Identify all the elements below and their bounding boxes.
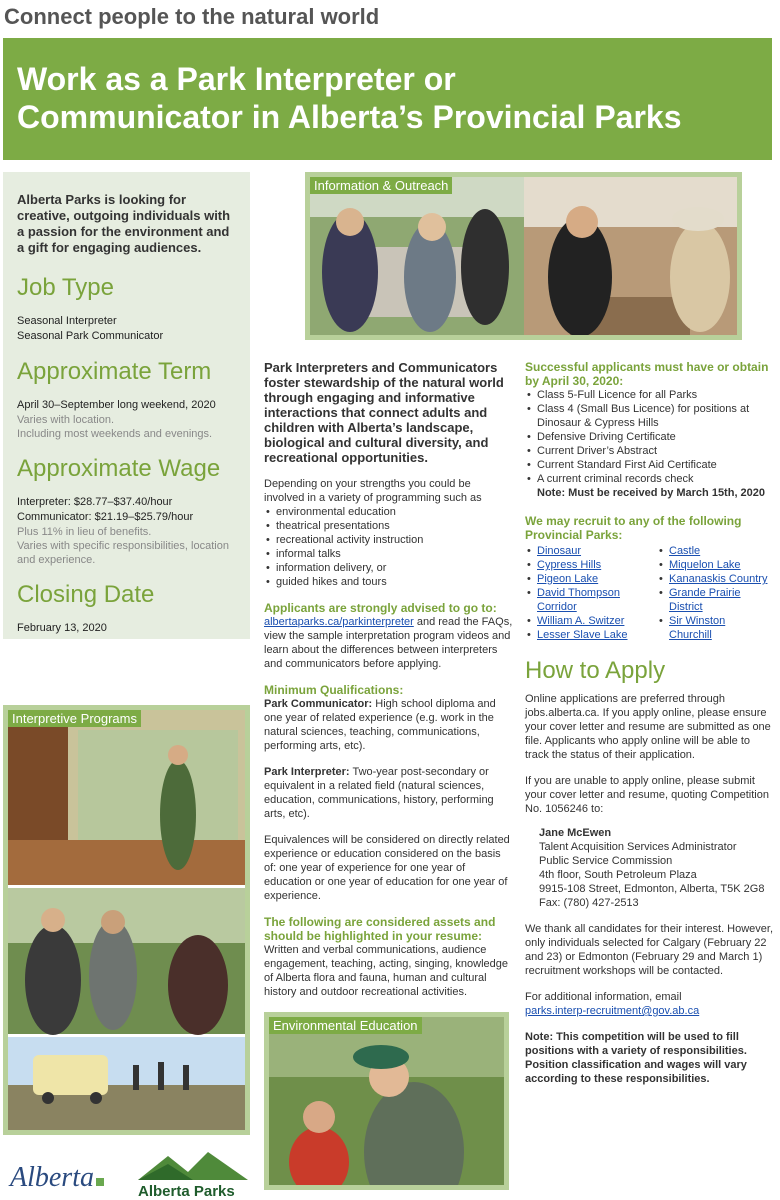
job-type-line: Seasonal Interpreter xyxy=(17,315,117,327)
mountain-icon xyxy=(138,1150,248,1180)
how-to-apply-heading: How to Apply xyxy=(525,657,666,684)
park-link[interactable]: Grande Prairie District xyxy=(669,587,741,613)
park-link[interactable]: Lesser Slave Lake xyxy=(537,629,628,641)
alberta-logo xyxy=(10,1162,104,1194)
list-item: • Current Standard First Aid Certificate xyxy=(537,458,775,472)
list-item: • environmental education xyxy=(276,505,514,519)
description-column xyxy=(264,360,514,1011)
programming-list xyxy=(264,505,514,589)
contact-line: Public Service Commission xyxy=(539,855,673,867)
apply-offline-text: If you are unable to apply online, please submit your cover letter and resume, quoting Competition No. 1056246 to: xyxy=(525,775,769,815)
list-item: • information delivery, or xyxy=(276,561,514,575)
wage-line: Communicator: $21.19–$25.79/hour xyxy=(17,511,194,523)
title-banner xyxy=(3,38,772,160)
thanks-text: We thank all candidates for their interest. However, only individuals selected for Calgary (February 22 and 23) or Edmonton (February 29 and March 1) recruitment workshops will be contacted. xyxy=(525,923,774,977)
equivalence-text: Equivalences will be considered on directly related experience or education considered on the basis of: one year of experience for one year of education or one year of education for one year of experience. xyxy=(264,834,510,902)
interpretive-scene-image xyxy=(8,710,245,1130)
list-item: • Class 4 (Small Bus Licence) for positions at Dinosaur & Cypress Hills xyxy=(537,402,775,430)
info-outreach-photo xyxy=(305,172,742,340)
alberta-wordmark: Alberta xyxy=(10,1162,94,1193)
email-link[interactable]: parks.interp-recruitment@gov.ab.ca xyxy=(525,1005,700,1017)
requirements-column xyxy=(525,356,775,1086)
park-link[interactable]: William A. Switzer xyxy=(537,615,625,627)
title-line-2: Communicator in Alberta’s Provincial Parks xyxy=(17,99,682,135)
contact-line: Talent Acquisition Services Administrator xyxy=(539,841,737,853)
assets-heading: The following are considered assets and should be highlighted in your resume: xyxy=(264,915,496,943)
park-link[interactable]: Miquelon Lake xyxy=(669,559,741,571)
title-line-1: Work as a Park Interpreter or xyxy=(17,61,456,97)
pi-label: Park Interpreter: xyxy=(264,766,350,778)
list-item: • guided hikes and tours xyxy=(276,575,514,589)
term-note: Varies with location. xyxy=(17,414,115,426)
intro-text: Alberta Parks is looking for creative, outgoing individuals with a passion for the environment and a gift for engaging audiences. xyxy=(17,192,231,255)
programming-intro: Depending on your strengths you could be involved in a variety of programming such as xyxy=(264,478,482,504)
list-item: • Defensive Driving Certificate xyxy=(537,430,775,444)
contact-name: Jane McEwen xyxy=(539,827,612,839)
alberta-parks-logo xyxy=(138,1150,248,1200)
environmental-education-photo xyxy=(264,1012,509,1190)
park-link[interactable]: David Thompson Corridor xyxy=(537,587,620,613)
park-link[interactable]: Sir Winston Churchill xyxy=(669,615,726,641)
contact-line: Fax: (780) 427-2513 xyxy=(539,897,639,909)
pc-text: High school diploma and one year of related experience (e.g. work in the natural sciences, teaching, communications, performing arts, etc). xyxy=(264,698,496,752)
final-note: Note: This competition will be used to fill positions with a variety of responsibilities. Position classification and wages will vary according to these responsibilities. xyxy=(525,1031,747,1085)
closing-heading: Closing Date xyxy=(17,581,155,608)
wage-heading: Approximate Wage xyxy=(17,455,221,482)
park-link[interactable]: Pigeon Lake xyxy=(537,573,599,585)
park-link[interactable]: Castle xyxy=(669,545,701,557)
interpretive-programs-photos xyxy=(3,705,250,1135)
term-heading: Approximate Term xyxy=(17,358,212,385)
list-item: • theatrical presentations xyxy=(276,519,514,533)
min-qual-heading: Minimum Qualifications: xyxy=(264,683,404,697)
park-link[interactable]: Dinosaur xyxy=(537,545,582,557)
term-note: Including most weekends and evenings. xyxy=(17,428,213,440)
logo-square-icon xyxy=(96,1178,104,1186)
wage-line: Interpreter: $28.77–$37.40/hour xyxy=(17,496,173,508)
requirements-heading: Successful applicants must have or obtain by April 30, 2020: xyxy=(525,360,769,388)
list-item: • A current criminal records check xyxy=(537,472,775,486)
photo-caption: Interpretive Programs xyxy=(8,710,141,727)
parks-list xyxy=(525,544,775,642)
requirements-list xyxy=(525,388,775,486)
park-link[interactable]: Cypress Hills xyxy=(537,559,602,571)
requirements-note: Note: Must be received by March 15th, 2020 xyxy=(537,487,766,499)
recruit-heading: We may recruit to any of the following Provincial Parks: xyxy=(525,514,742,542)
pc-label: Park Communicator: xyxy=(264,698,373,710)
tagline: Connect people to the natural world xyxy=(4,4,380,29)
job-summary-panel xyxy=(3,172,250,639)
list-item: • recreational activity instruction xyxy=(276,533,514,547)
contact-line: 4th floor, South Petroleum Plaza xyxy=(539,869,697,881)
closing-date: February 13, 2020 xyxy=(17,622,107,634)
job-type-heading: Job Type xyxy=(17,274,114,301)
list-item: • informal talks xyxy=(276,547,514,561)
contact-line: 9915-108 Street, Edmonton, Alberta, T5K 2G8 xyxy=(539,883,765,895)
term-main: April 30–September long weekend, 2020 xyxy=(17,399,216,411)
wage-note: Varies with specific responsibilities, location and experience. xyxy=(17,540,229,566)
outreach-scene-image xyxy=(310,177,737,335)
info-text: For additional information, email xyxy=(525,991,682,1003)
pi-text: Two-year post-secondary or equivalent in a related field (natural sciences, education, communications, history, performing arts, etc). xyxy=(264,766,494,820)
role-intro: Park Interpreters and Communicators foster stewardship of the natural world through engaging and informative interactions that connect adults and children with Alberta’s landscape, biological and cultural diversity, and recreational opportunities. xyxy=(264,360,504,465)
assets-text: Written and verbal communications, audience engagement, teaching, acting, singing, knowledge of Alberta flora and fauna, human and cultural history and outdoor recreational activities. xyxy=(264,944,509,998)
list-item: • Current Driver’s Abstract xyxy=(537,444,775,458)
park-interpreter-link[interactable]: albertaparks.ca/parkinterpreter xyxy=(264,616,414,628)
park-link[interactable]: Kananaskis Country xyxy=(669,573,768,585)
list-item: • Class 5-Full Licence for all Parks xyxy=(537,388,775,402)
environmental-scene-image xyxy=(269,1017,504,1185)
advised-text: and read the FAQs, view the sample interpretation program videos and learn about the differences between interpreters and communicators before applying. xyxy=(264,616,513,670)
advised-heading: Applicants are strongly advised to go to: xyxy=(264,601,497,615)
contact-block xyxy=(525,826,775,910)
wage-note: Plus 11% in lieu of benefits. xyxy=(17,526,152,538)
photo-caption: Information & Outreach xyxy=(310,177,452,194)
photo-caption: Environmental Education xyxy=(269,1017,422,1034)
alberta-parks-wordmark: Alberta Parks xyxy=(138,1183,235,1200)
job-type-line: Seasonal Park Communicator xyxy=(17,330,164,342)
apply-online-text: Online applications are preferred through jobs.alberta.ca. If you apply online, please ensure your cover letter and resume are submitted as one file. Applicants who apply online will be able to track the status of their application. xyxy=(525,693,771,761)
